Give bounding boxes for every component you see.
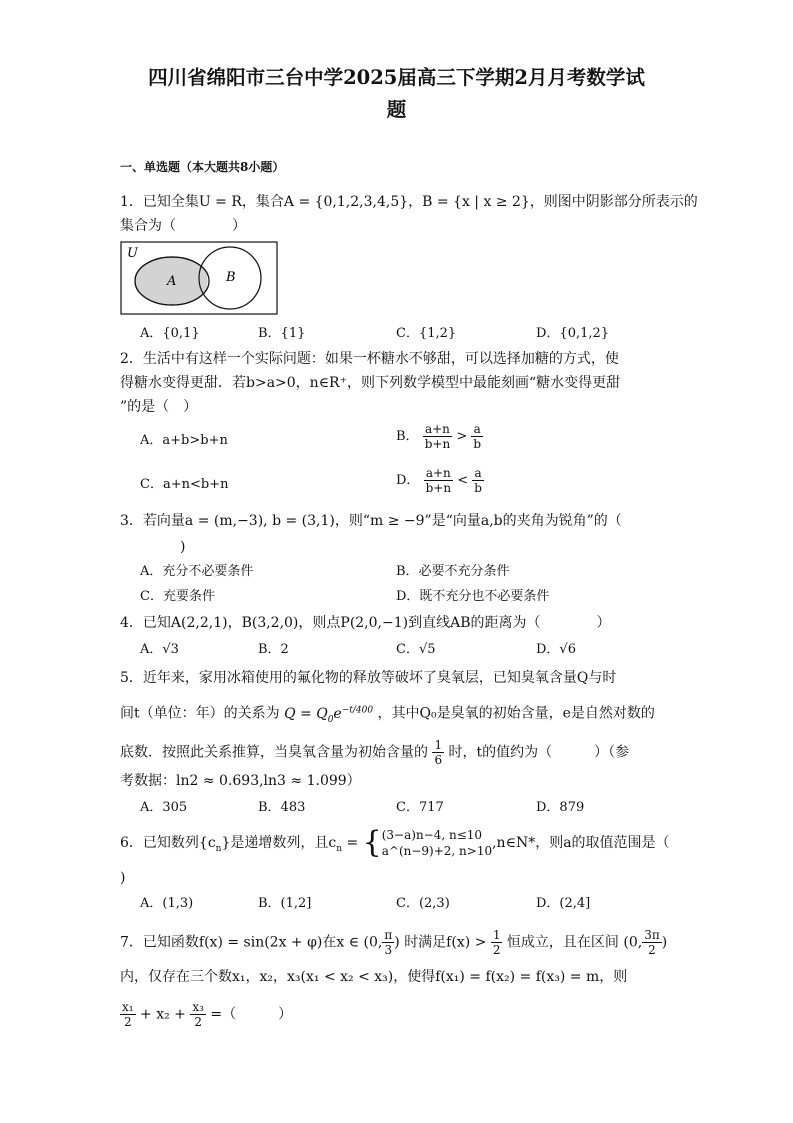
q1-option-a[interactable]: A．{0,1}: [140, 326, 200, 341]
q2-line-2: 得糖水变得更甜．若b>a>0，n∈R⁺，则下列数学模型中最能刻画“糖水变得更甜: [120, 375, 621, 391]
q7-line-2: 内，仅存在三个数x₁，x₂，x₃(x₁ < x₂ < x₃)，使得f(x₁) = f(x₂) = f(x₃) = m，则: [120, 969, 628, 985]
venn-label-a: A: [167, 274, 177, 289]
q6-line-2: ): [120, 870, 126, 886]
q6-option-c[interactable]: C．(2,3): [396, 896, 450, 911]
q7-line-1: 7．已知函数f(x) = sin(2x + φ)在x ∈ (0, $\frac{\pi}{3}$ ) 时满足f(x) > $\frac{1}{2}$ 恒成立，且在区间 (0, $\frac{3\pi}{2}$ ): [120, 928, 668, 957]
q1-option-c[interactable]: C．{1,2}: [396, 326, 457, 341]
title-line-1: 四川省绵阳市三台中学2025届高三下学期2月月考数学试: [148, 66, 645, 89]
q6-option-d[interactable]: D．(2,4]: [536, 896, 591, 911]
q1-line-1: 1．已知全集U = R，集合A = {0,1,2,3,4,5}，B = {x | x ≥ 2}，则图中阴影部分所表示的: [120, 194, 698, 210]
q2-line-1: 2．生活中有这样一个实际问题：如果一杯糖水不够甜，可以选择加糖的方式，使: [120, 351, 619, 367]
q5-formula: $Q = Q_0e^{-t/400}$: [284, 705, 374, 725]
q4-option-d[interactable]: D．√6: [536, 642, 576, 657]
q2-option-a[interactable]: A．a+b>b+n: [140, 433, 228, 448]
q3-option-d[interactable]: D．既不充分也不必要条件: [396, 589, 550, 604]
q2-line-3: ”的是（ ）: [120, 399, 198, 415]
q3-option-b[interactable]: B．必要不充分条件: [396, 564, 510, 579]
title-line-2: 题: [386, 98, 407, 121]
venn-label-b: B: [226, 270, 236, 285]
q4-option-b[interactable]: B．2: [258, 642, 289, 657]
venn-diagram: [120, 241, 278, 316]
q3-option-a[interactable]: A．充分不必要条件: [140, 564, 254, 579]
q5-line-3: 底数．按照此关系推算，当臭氧含量为初始含量的 $\frac{1}{6}$ 时，t的值约为（ ）（参: [120, 738, 630, 767]
q5-option-a[interactable]: A．305: [140, 800, 188, 815]
page-title: [110, 62, 683, 126]
q2-option-b[interactable]: B． $\frac{a+n}{b+n}$ > $\frac{a}{b}$: [396, 422, 482, 451]
q5-option-c[interactable]: C．717: [396, 800, 444, 815]
q3-line-1: 3．若向量a = (m,−3), b = (3,1)，则“m ≥ −9”是“向量a,b的夹角为锐角”的（: [120, 513, 622, 529]
q4-option-c[interactable]: C．√5: [396, 642, 436, 657]
q6-brace-icon: {: [362, 825, 382, 860]
q2-option-d[interactable]: D． $\frac{a+n}{b+n}$ < $\frac{a}{b}$: [396, 466, 482, 495]
q6-option-a[interactable]: A．(1,3): [140, 896, 194, 911]
q7-line-3: $\frac{\text{x₁}}{2}$ + x₂ + $\frac{\text{x₃}}{2}$ =（ ）: [122, 1000, 293, 1029]
q1-line-2: 集合为（ ）: [120, 218, 246, 234]
q5-option-b[interactable]: B．483: [258, 800, 306, 815]
venn-label-u: U: [127, 246, 138, 261]
section-heading: 一、单选题（本大题共8小题）: [120, 160, 285, 174]
q5-option-d[interactable]: D．879: [536, 800, 585, 815]
q3-line-2: ): [180, 539, 186, 555]
q4-option-a[interactable]: A．√3: [140, 642, 179, 657]
q6-option-b[interactable]: B．(1,2]: [258, 896, 312, 911]
q6-line-1: 6．已知数列$\{c_n\}$是递增数列，且$c_n$ = { (3−a)n−4, n≤10 a^(n−9)+2, n>10 ,n∈N*，则a的取值范围是（: [120, 825, 670, 860]
q4-line-1: 4．已知A(2,2,1)，B(3,2,0)，则点P(2,0,−1)到直线AB的距离为（ ）: [120, 615, 611, 631]
q1-option-b[interactable]: B．{1}: [258, 326, 306, 341]
q1-option-d[interactable]: D．{0,1,2}: [536, 326, 610, 341]
q6-piecewise: (3−a)n−4, n≤10 a^(n−9)+2, n>10: [381, 828, 493, 858]
q5-line-1: 5．近年来，家用冰箱使用的氟化物的释放等破坏了臭氧层，已知臭氧含量Q与时: [120, 670, 617, 686]
q3-option-c[interactable]: C．充要条件: [140, 589, 215, 604]
q5-line-4: 考数据：ln2 ≈ 0.693,ln3 ≈ 1.099）: [120, 773, 361, 789]
q2-option-c[interactable]: C．a+n<b+n: [140, 477, 229, 492]
q5-line-2: 间t（单位：年）的关系为 $Q = Q_0e^{-t/400}$ ，其中Q₀是臭氧的初始含量，e是自然对数的: [120, 705, 655, 725]
